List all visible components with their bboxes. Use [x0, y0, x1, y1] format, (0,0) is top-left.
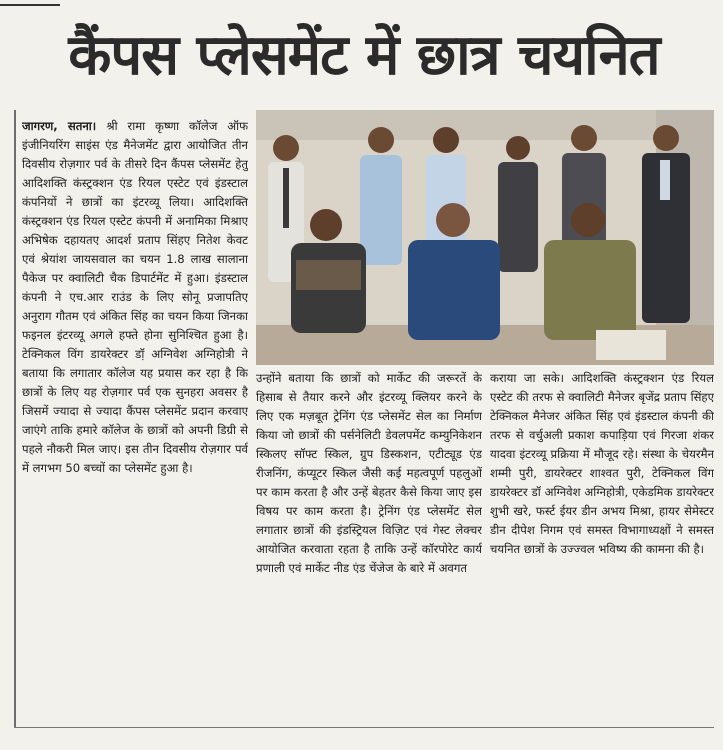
article-column-1	[22, 117, 248, 723]
group-photo-illustration	[256, 110, 714, 365]
column-rule	[14, 110, 16, 728]
article-column-2: उन्होंने बताया कि छात्रों को मार्केट की जरूरतें के हिसाब से तैयार करने और इंटरव्यू क्लियर करने के लिए एक मज़बूत ट्रेनिंग एंड प्लेसमेंट सेल का निर्माण किया जो छात्रों की पर्सनेलिटी डेवलपमेंट कम्युनिकेशन स्किलए सॉफ्ट स्किल, ग्रुप डिस्कशन, एटीट्यूड एंड रीजनिंग, कंप्यूटर स्किल जैसी कई महत्वपूर्ण पहलुओं पर काम करता है और उन्हें बेहतर कैसे किया जाए इस विषय पर काम करता है। ट्रेनिंग एंड प्लेसमेंट सेल लगातार छात्रों की इंडस्ट्रियल विज़िट एवं गेस्ट लेक्चर आयोजित करवाता रहता है ताकि उन्हें कॉरपोरेट कार्य प्रणाली एवं मार्केट नीड एंड चेंजेज के बारे में अवगत	[256, 371, 482, 575]
dateline: जागरण, सतना।	[22, 119, 107, 133]
bottom-divider	[14, 727, 714, 728]
column-1-text: श्री रामा कृष्णा कॉलेज ऑफ इंजीनियरिंग साइंस एंड मैनेजमेंट द्वारा आयोजित तीन दिवसीय रोज़गार पर्व के तीसरे दिन कैंपस प्लेसमेंट हेतु आदिशक्ति कंस्ट्रक्शन एंड रियल एस्टेट एवं इंडस्टाल कंपनियों ने छात्रों का इंटरव्यू लिया। आदिशक्ति कंस्ट्रक्शन एंड रियल एस्टेट कंपनी में अनामिका मिश्राए अभिषेक दहायतए आदर्श प्रताप सिंहए नितेश केवट एवं श्रेयांश जायसवाल का चयन 1.8 लाख सालाना पैकेज पर क्वालिटी चैक डिपार्टमेंट में हुआ। इंडस्टाल कंपनी ने एच.आर राउंड के लिए सोनू प्रजापतिए अनुराग गौतम एवं अंकित सिंह का चयन किया जिनका फइनल इंटरव्यू अगले हफ्ते होना सुनिश्चित हुआ है। टेक्निकल विंग डायरेक्टर डॉ़ अग्निवेश अग्निहोत्री ने बताया कि लगातार कॉलेज यह प्रयास कर रहा है कि छात्रों के लिए यह रोज़गार पर्व एक सुनहरा अवसर है जिसमें ज्यादा से ज्यादा कैंपस प्लेसमेंट प्रदान करवाए जाएंगे ताकि हमारे कॉलेज के छात्रों को अपनी डिग्री से पहले नौकरी मिल जाए। इस तीन दिवसीय रोज़गार पर्व में लगभग 50 बच्चों का प्लेसमेंट हुआ है।	[22, 119, 248, 475]
group-photo	[256, 110, 714, 365]
headline: कैंपस प्लेसमेंट में छात्र चयनित	[68, 23, 660, 88]
top-divider	[0, 4, 60, 6]
article-column-3: कराया जा सके। आदिशक्ति कंस्ट्रक्शन एंड रियल एस्टेट की तरफ से क्वालिटी मैनेजर बृजेंद्र प्रताप सिंहए टेक्निकल मैनेजर अंकित सिंह एवं इंडस्टाल कंपनी की तरफ से वर्चुअली प्रकाश कपाड़िया एवं गिरजा शंकर यादवा इंटरव्यू प्रक्रिया में मौजूद रहे। संस्था के चेयरमैन शम्मी पुरी, डायरेक्टर शाश्वत पुरी, टेक्निकल विंग डायरेक्टर डॉ अग्निवेश अग्निहोत्री, एकेडमिक डायरेक्टर शुभी खरे, फर्स्ट ईयर डीन अभय मिश्रा, हायर सेमेस्टर डीन दीपेश निगम एवं समस्त विभागाध्यक्षों ने समस्त चयनित छात्रों के उज्ज्वल भविष्य की कामना की है।	[490, 371, 714, 556]
